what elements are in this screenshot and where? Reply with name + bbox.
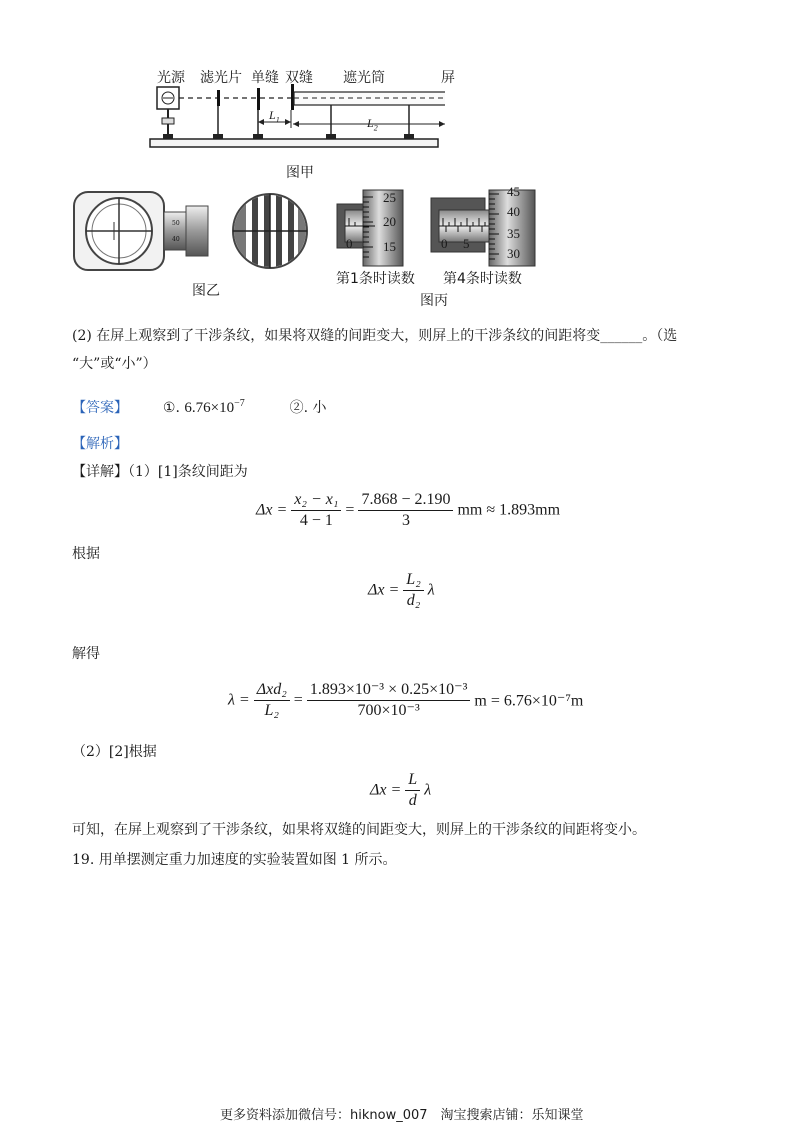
detail-tag: 【详解】 [72, 464, 128, 480]
label-light-source: 光源 [157, 70, 185, 86]
detail-row [72, 462, 248, 482]
answer-item1-prefix: ①. [162, 400, 180, 416]
label-l2: $L_2$ [367, 116, 378, 133]
next-question: 19. 用单摆测定重力加速度的实验装置如图 1 所示。 [72, 852, 397, 868]
gauge1-tick-25: 25 [383, 190, 396, 205]
equation-1: Δx = $\frac{\text{x₂ − x₁}}{4 - 1}$ = $\frac{7.868 - 2.190}{3}$ mm ≈ 1.893mm [256, 491, 561, 529]
detail-text: （1）[1]条纹间距为 [128, 464, 248, 480]
caption-bing: 图丙 [420, 293, 448, 309]
figure-yi [72, 190, 322, 275]
gauge1-tick-15: 15 [383, 239, 396, 254]
equation-4: Δx = $\frac{L}{d}$ λ [370, 771, 432, 809]
eyepiece-diagrams [72, 190, 322, 275]
answer-item1-value: $6.76\times 10^{-7}$ [184, 398, 245, 416]
label-single-slit: 单缝 [251, 70, 279, 86]
solve-label: 解得 [72, 646, 100, 662]
answer-tag: 【答案】 [72, 400, 128, 416]
label-double-slit: 双缝 [285, 70, 313, 86]
caption-jia: 图甲 [286, 165, 314, 181]
label-l1: $L_1$ [269, 108, 280, 125]
drum-text-40: 40 [172, 236, 180, 243]
gauge1-label: 第1条时读数 [336, 271, 415, 287]
part2-label: （2）[2]根据 [72, 744, 157, 760]
answer-row [72, 394, 327, 418]
gauge4-tick-35: 35 [507, 226, 520, 241]
conclusion: 可知，在屏上观察到了干涉条纹，如果将双缝的间距变大，则屏上的干涉条纹的间距将变小。 [72, 822, 646, 838]
gauge4-main-5: 5 [463, 236, 470, 251]
caption-yi: 图乙 [192, 283, 220, 299]
label-tube: 遮光筒 [343, 70, 385, 86]
label-filter: 滤光片 [200, 70, 242, 86]
figure-bing [335, 184, 545, 268]
gauge4-main-0: 0 [441, 236, 448, 251]
question2-line2: “大”或“小”） [72, 356, 157, 372]
question2-line1: (2) 在屏上观察到了干涉条纹，如果将双缝的间距变大，则屏上的干涉条纹的间距将变______。（选 [72, 328, 678, 344]
analysis-tag: 【解析】 [72, 436, 128, 452]
footer-text: 更多资料添加微信号：hiknow_007 淘宝搜索店铺：乐知课堂 [220, 1108, 584, 1123]
equation-2: Δx = $\frac{\text{L₂}}{\text{d₂}}$ λ [368, 571, 435, 609]
gauge1-tick-20: 20 [383, 214, 396, 229]
label-screen: 屏 [441, 70, 455, 86]
answer-item2: ②. 小 [289, 400, 327, 416]
equation-3: λ = $\frac{\text{Δxd₂}}{\text{L₂}}$ = $\frac{\text{1.893×10⁻³ × 0.25×10⁻³}}{\text{700×10⁻³}}$ m = 6.76×10⁻⁷m [228, 681, 584, 719]
gauge4-tick-40: 40 [507, 204, 520, 219]
gauge4-tick-45: 45 [507, 184, 520, 199]
according-1: 根据 [72, 546, 100, 562]
gauge4-label: 第4条时读数 [443, 271, 522, 287]
gauge1-main-0: 0 [346, 236, 353, 251]
drum-text-50: 50 [172, 220, 180, 227]
gauge4-tick-30: 30 [507, 246, 520, 261]
